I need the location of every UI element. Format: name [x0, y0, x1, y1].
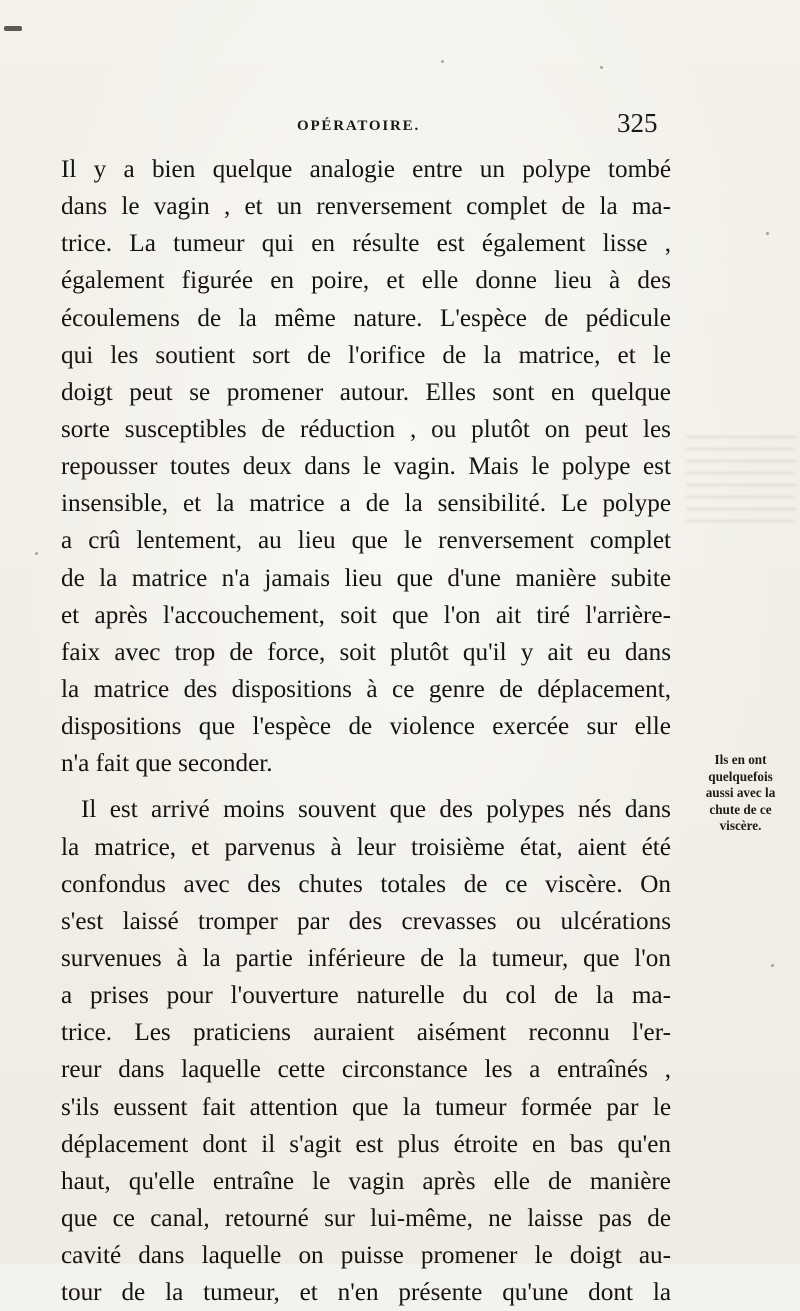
margin-note-line: Ils en ont	[714, 752, 767, 767]
paper-speck	[35, 552, 38, 555]
text-line: Il y a bien quelque analogie entre un polype tombé	[61, 156, 671, 183]
text-line: déplacement dont il s'agit est plus étroite en bas qu'en	[61, 1130, 671, 1158]
text-line: a prises pour l'ouverture naturelle du col de la ma-	[61, 982, 671, 1010]
text-line: la matrice des dispositions à ce genre de déplacement,	[61, 675, 671, 703]
text-line: également figurée en poire, et elle donne lieu à des	[61, 267, 671, 295]
page-edge-mark	[4, 26, 22, 31]
text-line: s'ils eussent fait attention que la tumeur formée par le	[61, 1093, 671, 1121]
text-line: insensible, et la matrice a de la sensibilité. Le polype	[61, 490, 671, 518]
body-text	[61, 151, 671, 1311]
text-line: a crû lentement, au lieu que le renversement complet	[61, 527, 671, 555]
show-through-text	[686, 436, 796, 526]
text-line: haut, qu'elle entraîne le vagin après elle de manière	[61, 1167, 671, 1195]
text-line: trice. La tumeur qui en résulte est également lisse ,	[61, 230, 671, 258]
text-line: survenues à la partie inférieure de la tumeur, que l'on	[61, 944, 671, 972]
paper-speck	[766, 232, 769, 235]
margin-note-line: aussi avec la	[705, 785, 776, 800]
text-line: trice. Les praticiens auraient aisément reconnu l'er-	[61, 1019, 671, 1047]
margin-note-line: quelquefois	[708, 768, 773, 784]
margin-note	[683, 752, 798, 835]
paper-speck	[600, 66, 603, 69]
text-line: confondus avec des chutes totales de ce viscère. On	[61, 870, 671, 898]
text-line: dispositions que l'espèce de violence exercée sur elle	[61, 713, 671, 741]
text-line: s'est laissé tromper par des crevasses ou ulcérations	[61, 907, 671, 935]
text-line: et après l'accouchement, soit que l'on ait tiré l'arrière-	[61, 601, 671, 629]
text-line: la matrice, et parvenus à leur troisième état, aient été	[61, 833, 671, 861]
running-head: OPÉRATOIRE.	[297, 118, 421, 134]
text-line: doigt peut se promener autour. Elles sont en quelque	[61, 378, 671, 406]
text-line: que ce canal, retourné sur lui-même, ne laisse pas de	[61, 1204, 671, 1232]
margin-note-line: viscère.	[719, 818, 762, 833]
text-line: Il est arrivé moins souvent que des polypes nés dans	[81, 796, 671, 824]
text-line: repousser toutes deux dans le vagin. Mais le polype est	[61, 453, 671, 481]
margin-note-line: chute de ce	[709, 801, 772, 817]
text-line: cavité dans laquelle on puisse promener le doigt au-	[61, 1242, 671, 1270]
text-line: reur dans laquelle cette circonstance les a entraînés ,	[61, 1056, 671, 1084]
text-line: n'a fait que seconder.	[61, 750, 273, 778]
paper-speck	[771, 964, 774, 967]
text-line: sorte susceptibles de réduction , ou plutôt on peut les	[61, 415, 671, 443]
paragraph-2	[61, 791, 671, 1311]
text-line: qui les soutient sort de l'orifice de la matrice, et le	[61, 341, 671, 369]
text-line: écoulemens de la même nature. L'espèce de pédicule	[61, 304, 671, 332]
paragraph-1	[61, 151, 671, 782]
text-line: dans le vagin , et un renversement complet de la ma-	[61, 193, 671, 221]
page-number: 325	[617, 108, 658, 138]
text-line: faix avec trop de force, soit plutôt qu'il y ait eu dans	[61, 638, 671, 666]
text-line: tour de la tumeur, et n'en présente qu'une dont la	[61, 1279, 671, 1307]
paper-speck	[441, 60, 444, 63]
text-line: de la matrice n'a jamais lieu que d'une manière subite	[61, 564, 671, 592]
